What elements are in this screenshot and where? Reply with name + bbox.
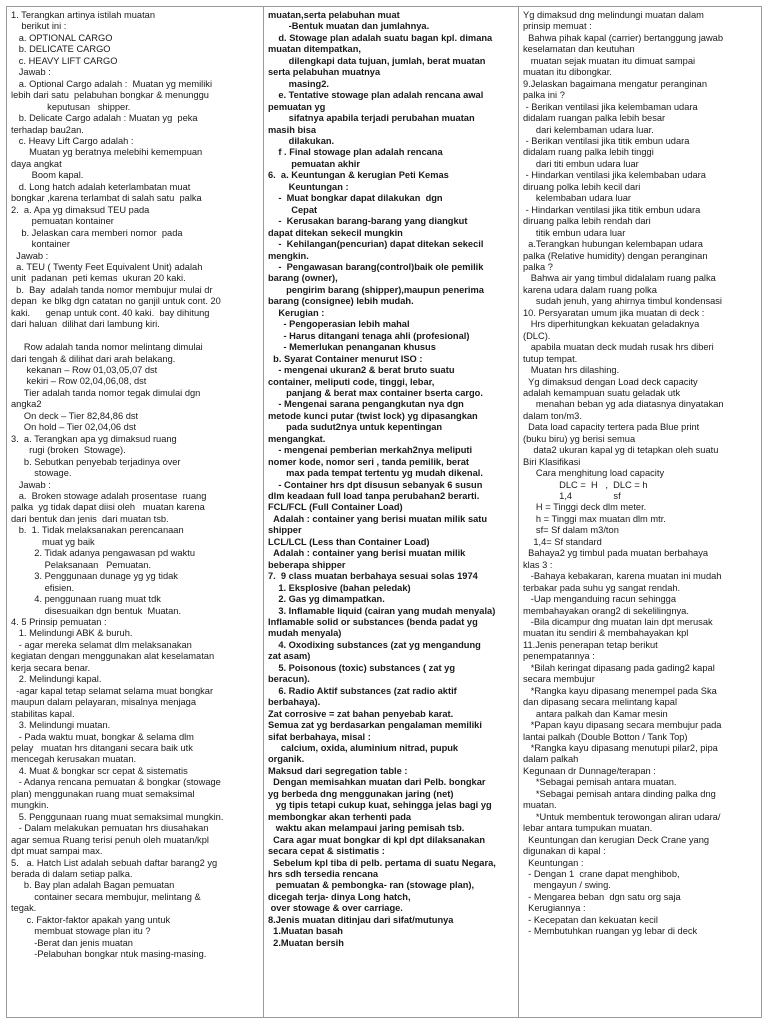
text-line: unit padanan peti kemas ukuran 20 kaki. (11, 273, 186, 284)
text-line: (DLC). (523, 330, 551, 341)
text-line: -agar kapal tetap selamat selama muat bongkar (11, 685, 214, 696)
text-line: h = Tinggi max muatan dlm mtr. (523, 513, 666, 524)
text-line: kerja secara benar. (11, 662, 91, 673)
text-line: dalam ton/m3. (523, 410, 582, 421)
text-line: Pelaksanaan Pemuatan. (11, 559, 152, 570)
column-middle (264, 7, 519, 1017)
text-line: muatan sejak muatan itu dimuat sampai (523, 55, 696, 66)
text-line: Inflamable solid or substances (benda padat yg (268, 617, 478, 628)
text-line: - Mengarea beban dgn satu org saja (523, 891, 681, 902)
text-line: - Dalam melakukan pemuatan hrs diusahakan (11, 823, 209, 834)
text-line: Zat corrosive = zat bahan penyebab karat. (268, 708, 454, 719)
text-line: lebar antara tumpukan muatan. (523, 823, 653, 834)
text-line: tutup tempat. (523, 353, 578, 364)
text-line (11, 331, 259, 342)
text-line: dari haluan dilihat dari lambung kiri. (11, 319, 160, 330)
text-line: b. Delicate Cargo adalah : Muatan yg peka (11, 113, 198, 124)
text-line: Tier adalah tanda nomor tegak dimulai dgn (11, 387, 201, 398)
text-line: Dengan memisahkan muatan dari Pelb. bongkar (268, 777, 486, 788)
text-line: 10. Persyaratan umum jika muatan di deck : (523, 307, 705, 318)
text-line: - Membutuhkan ruangan yg lebar di deck (523, 926, 698, 937)
text-line: sifatnya apabila terjadi perubahan muatan (268, 113, 475, 124)
text-line: dari tengah & dilihat dari arah belakang. (11, 353, 176, 364)
text-line: 2. Melindungi kapal. (11, 674, 102, 685)
text-line: - Adanya rencana pemuatan & bongkar (stowage (11, 777, 221, 788)
text-line: f . Final stowage plan adalah rencana (268, 147, 443, 158)
text-line: On hold – Tier 02,04,06 dst (11, 422, 137, 433)
text-line: data2 ukuran kapal yg di tetapkan oleh suatu (523, 445, 719, 456)
text-line: 3. Penggunaan dunage yg yg tidak (11, 571, 178, 582)
text-line: berada di dalam setiap palka. (11, 868, 133, 879)
text-line: muatan itu sendiri & membahayakan kpl (523, 628, 689, 639)
text-line: 1,4 sf (523, 491, 621, 502)
text-line: d. Stowage plan adalah suatu bagan kpl. dimana (268, 32, 493, 43)
text-line: - Hindarkan ventilasi jika kelembaban udara (523, 170, 706, 181)
text-line: *Rangka kayu dipasang menutupi pilar2, pipa (523, 743, 718, 753)
text-line: kelembaban udara luar (523, 193, 632, 204)
text-line: Boom kapal. (11, 170, 84, 181)
text-line: masih bisa (268, 124, 317, 135)
text-line: c. Heavy Lift Cargo adalah : (11, 135, 134, 146)
text-line: calcium, oxida, aluminium nitrad, pupuk (268, 743, 459, 753)
text-line: pada sudut2nya untuk kepentingan (268, 422, 443, 433)
text-line: Row adalah tanda nomor melintang dimulai (11, 342, 203, 353)
text-line: Adalah : container yang berisi muatan milik satu (268, 513, 488, 524)
text-line: secara cepat & sistimatis : (268, 846, 385, 857)
text-line: bongkar ,karena terlambat di salah satu palka (11, 193, 202, 204)
text-line: menahan beban yg ada diatasnya dinyatakan (523, 399, 724, 410)
text-line: metode kunci putar (twist lock) yg dipasangkan (268, 410, 478, 421)
text-line: prinsip memuat : (523, 21, 592, 32)
text-line: -Bahaya kebakaran, karena muatan ini mudah (523, 571, 722, 582)
text-line: barang (owner), (268, 273, 338, 284)
text-line: *Bilah keringat dipasang pada gading2 kapal (523, 662, 715, 673)
text-line: b. Bay plan adalah Bagan pemuatan (11, 880, 175, 891)
text-line: palka ? (523, 261, 553, 272)
text-line: waktu akan melampaui jaring pemisah tsb. (268, 823, 465, 834)
text-line: (buku biru) yg berisi semua (523, 433, 636, 444)
text-line: - Mengenai sarana pengangkutan nya dgn (268, 399, 464, 410)
text-line: 4. 5 Prinsip pemuatan : (11, 617, 107, 627)
text-line: dilengkapi data tujuan, jumlah, berat muatan (268, 55, 486, 66)
text-line: terhadap bau2an. (11, 124, 84, 135)
text-line: beberapa shipper (268, 559, 346, 570)
text-line: Sebelum kpl tiba di pelb. pertama di suatu Negara, (268, 857, 496, 868)
text-line: pemuatan & pembongka- ran (stowage plan), (268, 880, 475, 891)
text-line: 8.Jenis muatan ditinjau dari sifat/mutunya (268, 914, 454, 925)
text-line: - Kerusakan barang-barang yang diangkut (268, 216, 468, 227)
text-line: Cepat (268, 204, 318, 215)
text-line: b. DELICATE CARGO (11, 44, 111, 55)
text-line: - Container hrs dpt disusun sebanyak 6 susun (268, 479, 483, 490)
text-line: dari titi embun udara luar (523, 158, 639, 169)
text-line: c. HEAVY LIFT CARGO (11, 55, 118, 66)
text-line: - Harus ditangani tenaga ahli (profesional) (268, 330, 470, 341)
text-line: H = Tinggi deck dlm meter. (523, 502, 647, 513)
text-line: Adalah : container yang berisi muatan milik (268, 548, 466, 559)
text-line: kontainer (11, 239, 70, 250)
text-line: mengangkat. (268, 433, 326, 444)
text-line: nomer kode, nomor seri , tanda pemilik, berat (268, 456, 469, 467)
text-line: container secara membujur, melintang & (11, 891, 201, 902)
text-line: pemuatan kontainer (11, 216, 114, 227)
text-line: 6. a. Keuntungan & kerugian Peti Kemas (268, 170, 449, 181)
text-line: Data load capacity tertera pada Blue print (523, 422, 700, 433)
text-line: - Dengan 1 crane dapat menghibob, (523, 868, 680, 879)
text-line: b. Sebutkan penyebab terjadinya over (11, 456, 181, 467)
text-line: *Rangka kayu dipasang menempel pada Ska (523, 685, 717, 696)
text-line: palka ini ? (523, 90, 565, 101)
text-line: kekanan – Row 01,03,05,07 dst (11, 365, 158, 376)
text-line: titik embun udara luar (523, 227, 626, 238)
text-line: stabilitas kapal. (11, 708, 75, 719)
text-line: 1. Melindungi ABK & buruh. (11, 628, 133, 639)
text-line: - Kecepatan dan kekuatan kecil (523, 914, 658, 925)
text-line: 4. Muat & bongkar scr cepat & sistematis (11, 765, 188, 776)
text-line: max pada tempat tertentu yg mudah dikenal. (268, 468, 483, 479)
text-line: Biri Klasifikasi (523, 456, 581, 467)
text-line: mengkin. (268, 250, 309, 261)
text-line: rugi (broken Stowage). (11, 445, 126, 456)
text-line: 5. a. Hatch List adalah sebuah daftar barang2 yg (11, 857, 218, 868)
text-line: agar semua Ruang terisi penuh oleh muatan/kpl (11, 834, 209, 845)
text-line: DLC = H , DLC = h (523, 479, 648, 490)
text-line: Muatan yg beratnya melebihi kemempuan (11, 147, 203, 158)
text-line: muatan ditempatkan, (268, 44, 361, 55)
text-line: muatan,serta pelabuhan muat (268, 10, 400, 20)
text-line: a. Broken stowage adalah prosentase ruang (11, 491, 207, 502)
text-line: - Memerlukan penanganan khusus (268, 342, 436, 353)
text-line: efisien. (11, 582, 75, 593)
text-line: dpt muat sampai max. (11, 846, 103, 857)
text-line: Jawab : (11, 250, 49, 261)
text-line: Semua zat yg berdasarkan pengalaman memiliki (268, 720, 482, 731)
text-line: 1. Eksplosive (bahan peledak) (268, 582, 411, 593)
text-line: Kegunaan dr Dunnage/terapan : (523, 765, 656, 776)
text-line: dari bentuk dan jenis dari muatan tsb. (11, 513, 169, 524)
column-left (7, 7, 264, 1017)
text-line: kaki. genap untuk cont. 40 kaki. bay dihitung (11, 307, 210, 318)
text-line: muatan itu dibongkar. (523, 67, 612, 78)
text-line: didalam ruangan palka lebih besar (523, 113, 666, 124)
text-line: dilakukan. (268, 135, 335, 146)
text-line: keselamatan dan keutuhan (523, 44, 635, 55)
text-line: berbahaya). (268, 697, 321, 708)
text-line: plan) menggunakan ruang muat semaksimal (11, 788, 195, 799)
text-line: zat asam) (268, 651, 311, 662)
text-line: palka yg tidak dapat diisi oleh muatan karena (11, 502, 205, 513)
text-line: *Sebagai pemisah antara dinding palka dng (523, 788, 716, 799)
text-line: - Berikan ventilasi jika titik embun udara (523, 135, 690, 146)
text-line: Bahaya2 yg timbul pada muatan berbahaya (523, 548, 709, 559)
text-line: klas 3 : (523, 559, 553, 570)
text-line: digunakan di kapal : (523, 846, 606, 857)
text-line: sf= Sf dalam m3/ton (523, 525, 619, 536)
text-line: muat yg baik (11, 536, 95, 547)
text-line: - agar mereka selamat dlm melaksanakan (11, 639, 192, 650)
text-line: a. OPTIONAL CARGO (11, 32, 113, 43)
text-line: mudah menyala) (268, 628, 342, 639)
text-line: FCL/FCL (Full Container Load) (268, 502, 403, 513)
text-line: tegak. (11, 903, 37, 914)
text-line: 2.Muatan bersih (268, 937, 344, 948)
text-line: 1,4= Sf standard (523, 536, 602, 547)
text-line: barang (consignee) lebih mudah. (268, 296, 414, 307)
text-line: pemuatan yg (268, 101, 326, 112)
text-line: antara palkah dan Kamar mesin (523, 708, 668, 719)
text-line: dan dipasang secara melintang kapal (523, 697, 678, 708)
text-line: - Hindarkan ventilasi jika titik embun udara (523, 204, 701, 215)
text-line: a. Optional Cargo adalah : Muatan yg memiliki (11, 78, 213, 89)
text-line: a. TEU ( Twenty Feet Equivalent Unit) adalah (11, 261, 203, 272)
text-line: Muatan hrs dilashing. (523, 365, 620, 376)
text-line: muatan. (523, 800, 557, 811)
text-line: keputusan shipper. (11, 101, 131, 112)
text-line: 6. Radio Aktif substances (zat radio aktif (268, 685, 457, 696)
document-page (6, 6, 762, 1018)
text-line: Maksud dari segregation table : (268, 765, 408, 776)
text-line: masing2. (268, 78, 329, 89)
text-line: yg tipis tetapi cukup kuat, sehingga jelas bagi yg (268, 800, 492, 811)
text-line: b. 1. Tidak melaksanakan perencanaan (11, 525, 184, 536)
text-line: b. Jelaskan cara memberi nomor pada (11, 227, 183, 238)
text-line: pelay muatan hrs ditangani secara baik utk (11, 742, 193, 753)
text-line: 1. Terangkan artinya istilah muatan (11, 10, 156, 20)
text-line: - Pengawasan barang(control)baik ole pemilik (268, 261, 484, 272)
text-line: didalam ruang palka lebih tinggi (523, 147, 654, 158)
text-line: Bahwa air yang timbul didalalam ruang palka (523, 273, 716, 284)
text-line: c. Faktor-faktor apakah yang untuk (11, 914, 171, 925)
text-line: 5. Poisonous (toxic) substances ( zat yg (268, 662, 456, 673)
text-line: *Papan kayu dipasang secara membujur pada (523, 720, 722, 731)
text-line: yg berbeda dng menggunakan jaring (net) (268, 788, 454, 799)
text-line: mungkin. (11, 800, 49, 811)
text-line: 9.Jelaskan bagaimana mengatur peranginan (523, 78, 707, 89)
text-line: membahayakan orang2 di sekelilingnya. (523, 605, 689, 616)
text-line: - Muat bongkar dapat dilakukan dgn (268, 193, 443, 204)
text-line: Keuntungan dan kerugian Deck Crane yang (523, 834, 710, 845)
text-line: shipper (268, 525, 302, 536)
text-line: Jawab : (11, 67, 51, 78)
text-line: 4. Oxodixing substances (zat yg mengandung (268, 639, 481, 650)
text-line: diruang polka lebih kecil dari (523, 181, 641, 192)
text-line: - mengenai ukuran2 & berat bruto suatu (268, 365, 455, 376)
text-line: b. Syarat Container menurut ISO : (268, 353, 423, 364)
column-right (519, 7, 761, 1017)
text-line: Keuntungan : (523, 857, 584, 868)
text-line: *Untuk membentuk terowongan aliran udara/ (523, 811, 721, 822)
text-line: palka (Relative humidity) dengan peranginan (523, 250, 708, 261)
text-line: Bahwa pihak kapal (carrier) bertanggung jawab (523, 32, 724, 43)
text-line: Yg dimaksud dng melindungi muatan dalam (523, 10, 704, 20)
text-line: daya angkat (11, 158, 62, 169)
text-line: 3. a. Terangkan apa yg dimaksud ruang (11, 433, 177, 444)
text-line: sudah jenuh, yang ahirnya timbul kondensasi (523, 296, 722, 307)
text-line: sifat berbahaya, misal : (268, 731, 371, 742)
text-line: adalah kemampuan suatu geladak utk (523, 387, 681, 398)
text-line: karena udara dalam ruang polka (523, 284, 657, 295)
text-line: -Uap menganduing racun sehingga (523, 594, 676, 605)
text-line: berikut ini : (11, 21, 67, 32)
text-line: container, meliputi code, tinggi, lebar, (268, 376, 435, 387)
text-line: lebih dari satu pelabuhan bongkar & menunggu (11, 90, 209, 101)
text-line: beracun). (268, 674, 310, 685)
text-line: Yg dimaksud dengan Load deck capacity (523, 376, 698, 387)
text-line: 5. Penggunaan ruang muat semaksimal mungkin. (11, 811, 224, 822)
text-line: dari kelembaman udara luar. (523, 124, 654, 135)
text-line: Cara agar muat bongkar di kpl dpt dilaksanakan (268, 834, 485, 845)
text-line: Kerugian : (268, 307, 325, 318)
text-line: 3. Melindungi muatan. (11, 720, 111, 731)
text-line: serta pelabuhan muatnya (268, 67, 381, 78)
text-line: pengirim barang (shipper),maupun penerima (268, 284, 484, 295)
text-line: disesuaikan dgn bentuk Muatan. (11, 605, 182, 616)
text-line: membuat stowage plan itu ? (11, 926, 151, 937)
text-line: - mengenai pemberian merkah2nya meliputi (268, 445, 473, 456)
text-line: mengayun / swing. (523, 880, 611, 891)
text-line: -Berat dan jenis muatan (11, 937, 133, 948)
text-line: diruang palka lebih rendah dari (523, 216, 651, 227)
text-line: membongkar akan terhenti pada (268, 811, 412, 822)
text-line: terbakar pada suhu yg sangat rendah. (523, 582, 681, 593)
text-line: 2. Tidak adanya pengawasan pd waktu (11, 548, 195, 559)
text-line: depan ke blkg dgn catatan no ganjil untuk cont. 20 (11, 296, 221, 307)
text-line: maupun dalam pelayaran, misalnya menjaga (11, 697, 197, 708)
text-line: *Sebagai pemisah antara muatan. (523, 777, 677, 788)
text-line: panjang & berat max container bserta cargo. (268, 387, 483, 398)
text-line: hrs sdh tersedia rencana (268, 868, 379, 879)
text-line: lantai palkah (Double Botton / Tank Top) (523, 731, 688, 742)
text-line: dlm keadaan full load tanpa perubahan2 berarti. (268, 491, 480, 502)
text-line: d. Long hatch adalah keterlambatan muat (11, 181, 191, 192)
text-line: a.Terangkan hubungan kelembapan udara (523, 239, 703, 250)
text-line: organik. (268, 754, 305, 765)
text-line: e. Tentative stowage plan adalah rencana awal (268, 90, 484, 101)
text-line: stowage. (11, 468, 72, 479)
text-line: kegiatan dengan menggunakan alat keselamatan (11, 651, 215, 662)
text-line: -Bila dicampur dng muatan lain dpt merusak (523, 617, 713, 628)
text-line: 3. Inflamable liquid (cairan yang mudah menyala) (268, 605, 496, 616)
text-line: 11.Jenis penerapan tetap berikut (523, 639, 658, 650)
text-line: 2. a. Apa yg dimaksud TEU pada (11, 204, 150, 215)
text-line: Keuntungan : (268, 181, 349, 192)
text-line: - Berikan ventilasi jika kelembaman udara (523, 101, 698, 112)
text-line: 4. penggunaan ruang muat tdk (11, 594, 161, 605)
text-line: - Kehilangan(pencurian) dapat ditekan sekecil (268, 239, 484, 250)
text-line: kekiri – Row 02,04,06,08, dst (11, 376, 147, 387)
text-line: penempatannya : (523, 651, 595, 662)
text-line: 1.Muatan basah (268, 926, 343, 937)
text-line: mencegah kerusakan muatan. (11, 754, 137, 765)
text-line: - Pengoperasian lebih mahal (268, 319, 410, 330)
text-line: 2. Gas yg dimampatkan. (268, 594, 385, 605)
text-line: dalam palkah (523, 754, 579, 765)
text-line: angka2 (11, 399, 42, 410)
text-line: On deck – Tier 82,84,86 dst (11, 410, 139, 421)
text-line: dapat ditekan sekecil mungkin (268, 227, 403, 238)
text-line: Jawab : (11, 479, 51, 490)
text-line: pemuatan akhir (268, 158, 360, 169)
text-line: -Pelabuhan bongkar ntuk masing-masing. (11, 949, 207, 960)
text-line: over stowage & over carriage. (268, 903, 403, 914)
text-line: Kerugiannya : (523, 903, 586, 914)
text-line: b. Bay adalah tanda nomor membujur mulai dr (11, 284, 213, 295)
text-line: 7. 9 class muatan berbahaya sesuai solas 1974 (268, 571, 478, 582)
text-line: secara membujur (523, 674, 595, 685)
text-line: Hrs diperhitungkan kekuatan geladaknya (523, 319, 700, 330)
text-line: LCL/LCL (Less than Container Load) (268, 536, 430, 547)
text-line: apabila muatan deck mudah rusak hrs diberi (523, 342, 714, 353)
text-line: -Bentuk muatan dan jumlahnya. (268, 21, 430, 32)
text-line: dicegah terja- dinya Long hatch, (268, 891, 411, 902)
text-line: - Pada waktu muat, bongkar & selama dlm (11, 731, 194, 742)
text-line: Cara menghitung load capacity (523, 468, 665, 479)
